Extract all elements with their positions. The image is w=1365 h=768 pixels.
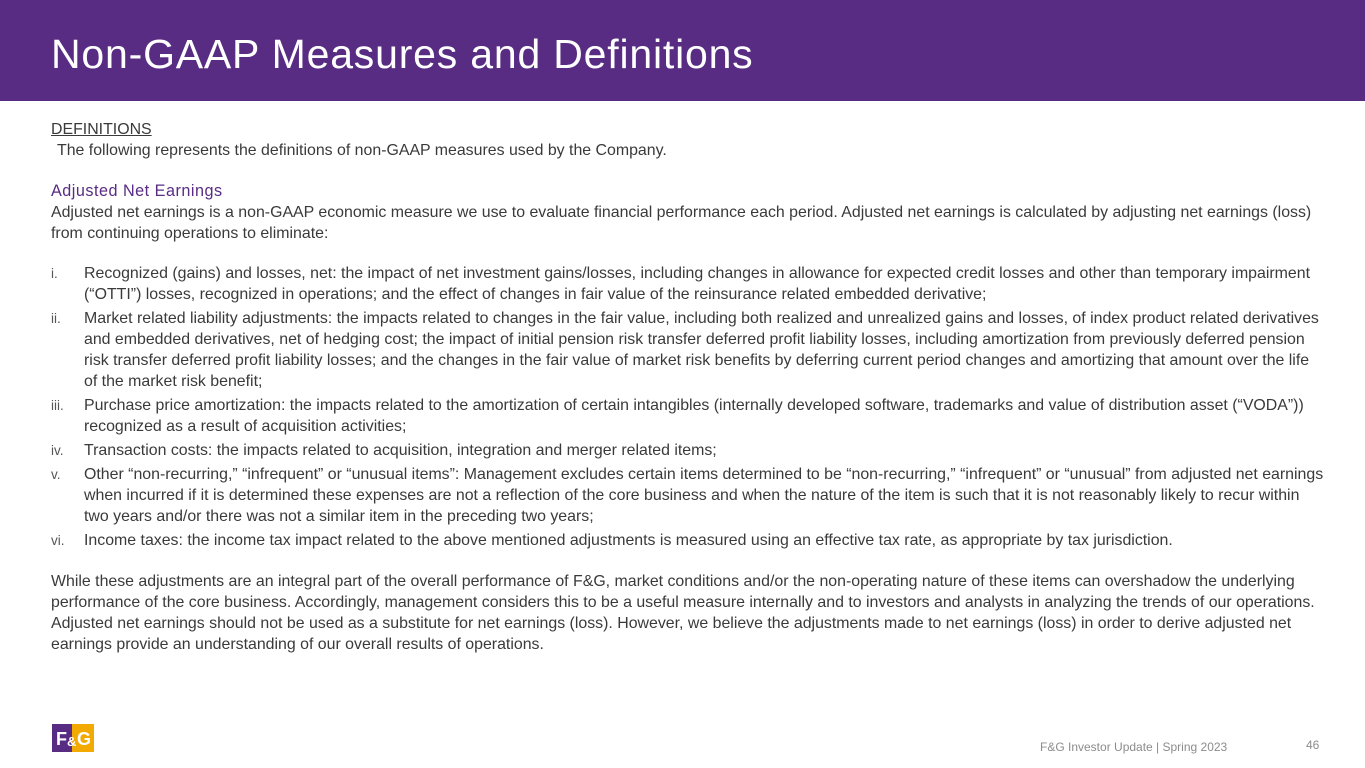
list-item-text: Transaction costs: the impacts related to acquisition, integration and merger related items; bbox=[84, 442, 717, 459]
svg-text:F: F bbox=[56, 729, 67, 749]
list-item-text: Market related liability adjustments: the impacts related to changes in the fair value, including both realized and unrealized gains and losses, of index product related derivatives and embedded derivatives, net of hedging cost; the impact of initial pension risk transfer deferred profit liability losses, including amortization from previously deferred pension risk transfer deferred profit liability losses; and the changes in the fair value of market risk benefits by deferring current period changes and amortizing that amount over the life of the market risk benefit; bbox=[84, 310, 1319, 390]
list-item-text: Recognized (gains) and losses, net: the impact of net investment gains/losses, including changes in allowance for expected credit losses and other than temporary impairment (“OTTI”) losses, recognized in operations; and the effect of changes in fair value of the reinsurance related embedded derivative; bbox=[84, 265, 1311, 303]
list-item-text: Income taxes: the income tax impact related to the above mentioned adjustments is measured using an effective tax rate, as appropriate by tax jurisdiction. bbox=[84, 532, 1173, 549]
section-description: Adjusted net earnings is a non-GAAP economic measure we use to evaluate financial performance each period. Adjusted net earnings is calculated by adjusting net earnings (loss) from continuing operations to eliminate: bbox=[51, 204, 1312, 242]
adjustments-list bbox=[51, 263, 1326, 551]
list-item-number: v. bbox=[51, 467, 61, 482]
list-item bbox=[51, 464, 1326, 527]
list-item-number: iv. bbox=[51, 443, 64, 458]
page-number: 46 bbox=[1306, 738, 1320, 752]
list-item bbox=[51, 308, 1326, 392]
list-item-number: vi. bbox=[51, 533, 65, 548]
svg-text:&: & bbox=[67, 734, 77, 749]
definitions-heading: DEFINITIONS bbox=[51, 121, 152, 138]
list-item bbox=[51, 440, 1326, 461]
list-item-text: Purchase price amortization: the impacts related to the amortization of certain intangibles (internally developed software, trademarks and value of distribution asset (“VODA”)) recognized as a result of acquisition activities; bbox=[84, 397, 1304, 435]
list-item bbox=[51, 263, 1326, 305]
closing-paragraph: While these adjustments are an integral part of the overall performance of F&G, market conditions and/or the non-operating nature of these items can overshadow the underlying performance of the core business. Accordingly, management considers this to be a useful measure internally and to investors and analysts in analyzing the trends of our operations. Adjusted net earnings should not be used as a substitute for net earnings (loss). However, we believe the adjustments made to net earnings (loss) in order to derive adjusted net earnings provide an understanding of our overall results of operations. bbox=[51, 573, 1315, 653]
list-item-number: i. bbox=[51, 266, 58, 281]
list-item-number: ii. bbox=[51, 311, 61, 326]
list-item bbox=[51, 395, 1326, 437]
slide-header bbox=[0, 0, 1365, 101]
svg-text:G: G bbox=[77, 729, 92, 749]
footer-text: F&G Investor Update | Spring 2023 bbox=[1040, 740, 1228, 754]
page-title: Non-GAAP Measures and Definitions bbox=[51, 31, 754, 77]
list-item bbox=[51, 530, 1326, 551]
list-item-text: Other “non-recurring,” “infrequent” or “unusual items”: Management excludes certain items determined to be “non-recurring,” “infrequent” or “unusual” from adjusted net earnings when incurred if it is determined these expenses are not a reflection of the core business and when the nature of the item is such that it is not reasonably likely to recur within two years and/or there was not a similar item in the preceding two years; bbox=[84, 466, 1324, 525]
list-item-number: iii. bbox=[51, 398, 64, 413]
fg-logo bbox=[52, 724, 94, 752]
definitions-intro: The following represents the definitions of non-GAAP measures used by the Company. bbox=[57, 142, 667, 159]
slide-content bbox=[51, 119, 1326, 655]
section-title: Adjusted Net Earnings bbox=[51, 182, 223, 200]
